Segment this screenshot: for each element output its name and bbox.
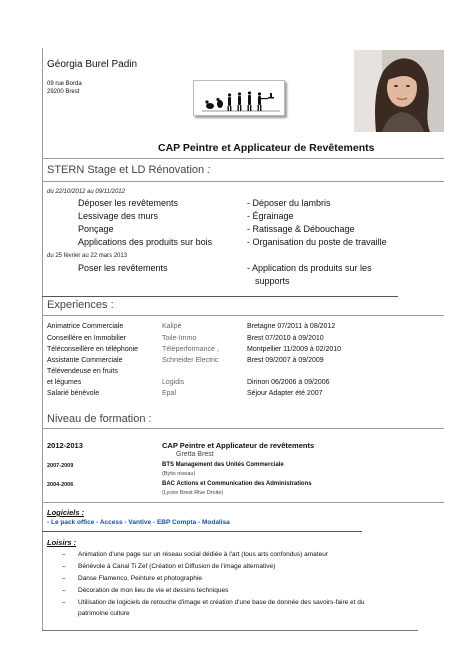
loisirs-item-continued: patrimoine culture [78, 610, 130, 617]
experience-role: Télévendeuse en fruits [47, 368, 118, 375]
stern-right-item: - Organisation du poste de travaille [247, 237, 387, 247]
loisirs-bullet-dash: – [62, 599, 66, 606]
experience-company: Kalipé [162, 323, 182, 330]
experience-company: Téléperformance , [162, 346, 219, 353]
logiciels-divider [42, 531, 362, 532]
experience-place: Bretagne 07/2011 à 08/2012 [247, 323, 336, 330]
logiciels-list: - Le pack office - Access - Vantive - EBP Compta - Modalisa [47, 519, 230, 526]
stern-period-1: du 22/10/2012 au 09/11/2012 [47, 189, 125, 195]
formation-sub: (Lycée Brest Rive Droite) [162, 490, 224, 496]
experience-place: Séjour Adapter été 2007 [247, 390, 323, 397]
loisirs-item: Bénévole à Canal Ti Zef (Création et Diffusion de l'image alternative) [78, 563, 276, 570]
experience-company: Toile-Immo [162, 335, 197, 342]
experience-place: Brest 09/2007 à 09/2009 [247, 357, 324, 364]
cv-title: CAP Peintre et Applicateur de Revêtements [158, 142, 375, 154]
address-line-1: 09 rue Borda [47, 81, 82, 87]
formation-title: CAP Peintre et Applicateur de revêtements [162, 441, 315, 450]
stern-right-item-2b: supports [255, 276, 290, 286]
loisirs-item: Danse Flamenco, Peinture et photographie [78, 575, 202, 582]
experience-place: Brest 07/2010 à 09/2010 [247, 335, 324, 342]
experience-role: Téléconseillère en téléphonie [47, 346, 139, 353]
experiences-divider [42, 315, 444, 316]
stern-left-item: Déposer les revêtements [78, 198, 179, 208]
stern-right-item: - Égrainage [247, 211, 294, 221]
experience-role: Animatrice Commerciale [47, 323, 124, 330]
experience-place: Montpellier 11/2009 à 02/2010 [247, 346, 342, 353]
experiences-heading: Experiences : [47, 299, 114, 311]
loisirs-bullet-dash: – [62, 563, 66, 570]
stern-right-item: - Ratissage & Débouchage [247, 224, 355, 234]
formation-title: BTS Management des Unités Commerciale [162, 462, 284, 468]
formation-heading: Niveau de formation : [47, 413, 152, 425]
stern-right-item: - Déposer du lambris [247, 198, 331, 208]
experience-place: Dirinon 06/2006 à 09/2006 [247, 379, 330, 386]
experience-company: Logidis [162, 379, 185, 386]
stern-right-item-2: - Application ds produits sur les [247, 263, 372, 273]
left-margin-line [42, 48, 43, 630]
stern-heading [47, 164, 210, 176]
loisirs-heading: Loisirs : [47, 538, 77, 547]
evolution-logo [193, 80, 285, 116]
formation-year: 2007-2009 [47, 463, 74, 469]
loisirs-bullet-dash: – [62, 551, 66, 558]
loisirs-item: Utilisation de logiciels de retouche d'image et création d'une base de donnée des savoirs-faire et du [78, 599, 365, 606]
formation-bottom-divider [42, 502, 444, 503]
title-divider [42, 158, 444, 159]
experience-company: Epal [162, 390, 177, 397]
formation-year: 2004-2006 [47, 482, 74, 488]
loisirs-item: Décoration de mon lieu de vie et dessins techniques [78, 587, 229, 594]
bottom-divider [42, 630, 418, 631]
experience-role: Conseillère en Immobilier [47, 335, 126, 342]
logiciels-heading: Logiciels : [47, 508, 85, 517]
formation-sub: (Bytis niveau) [162, 471, 196, 477]
formation-sub: Gretta Brest [176, 451, 214, 458]
loisirs-item: Animation d'une page sur un réseau social dédiée à l'art (tous arts confondus) amateur [78, 551, 328, 558]
experiences-top-divider [42, 296, 398, 297]
experience-role: Salarié bénévole [47, 390, 100, 397]
experience-company: Schneider Electric [162, 357, 219, 364]
formation-year: 2012-2013 [47, 441, 83, 450]
stern-left-item: Lessivage des murs [78, 211, 159, 221]
stern-left-item-2: Poser les revêtements [78, 263, 168, 273]
profile-photo [354, 50, 444, 132]
experience-role: Assistante Commerciale [47, 357, 123, 364]
stern-left-item: Applications des produits sur bois [78, 237, 213, 247]
formation-divider [42, 428, 444, 429]
address-line-2: 29200 Brest [47, 89, 80, 95]
experience-role: et légumes [47, 379, 82, 386]
stern-left-item: Ponçage [78, 224, 114, 234]
loisirs-bullet-dash: – [62, 575, 66, 582]
formation-title: BAC Actions et Communication des Administrations [162, 481, 312, 487]
loisirs-bullet-dash: – [62, 587, 66, 594]
stern-heading-text: STERN Stage et LD Rénovation [47, 164, 205, 176]
candidate-name: Géorgia Burel Padin [47, 59, 138, 70]
stern-heading-colon: : [207, 164, 211, 176]
stern-divider [42, 181, 444, 182]
stern-period-2: du 25 février au 22 mars 2013 [47, 253, 128, 259]
